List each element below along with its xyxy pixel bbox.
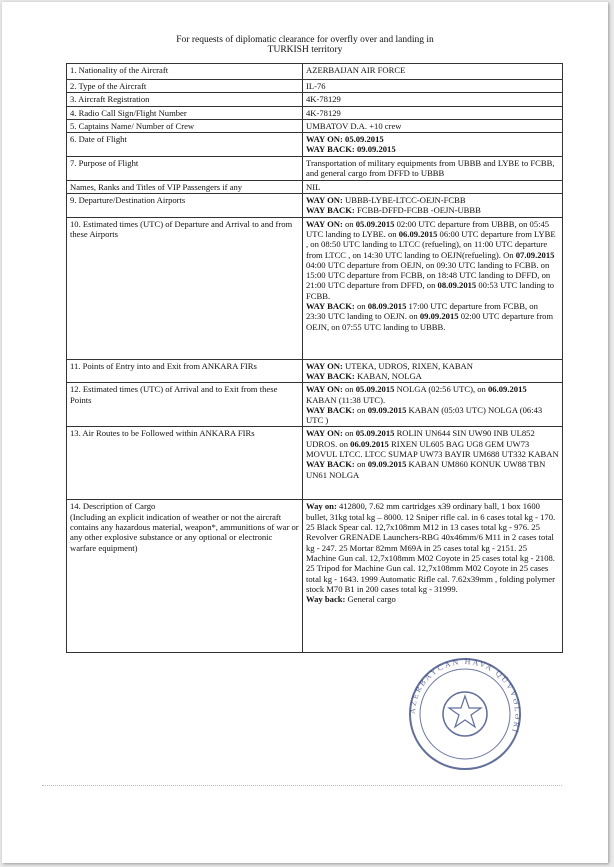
field-value-line: WAY ON: on 05.09.2015 02:00 UTC departure from UBBB, on 05:45 UTC landing to LYBE. on 06.09.2015 06:00 UTC departure from LYBE , on 08:50 UTC landing to LTCC (refueling), on 11:00 UTC departure from LTCC , on 14:30 UTC landing to OEJN(refueling). On 07.09.2015 04:00 UTC departure from OEJN, on 09:30 UTC landing to FCBB. on 15:00 UTC departure from FCBB, on 18:48 UTC landing to DFFD, on 21:00 UTC departure from DFFD, on 08.09.2015 00:53 UTC landing to FCBB. xyxy=(306,218,556,301)
field-value-line xyxy=(306,134,559,144)
field-label: Names, Ranks and Titles of VIP Passengers if any xyxy=(67,180,303,193)
field-value xyxy=(303,93,563,106)
date-value: 09.09.2015 xyxy=(356,144,396,155)
field-label: 10. Estimated times (UTC) of Departure and Arrival to and from these Airports xyxy=(67,217,303,359)
date-value: 06.09.2015 xyxy=(350,438,389,449)
field-label: 14. Description of Cargo (Including an explicit indication of weather or not the aircraft contains any hazardous material, weapon*, ammunitions of war or any other explosive substance or any optional or electronic warfare equipment) xyxy=(67,500,303,653)
form-row xyxy=(67,500,563,653)
field-value-line: WAY BACK: on 08.09.2015 17:00 UTC departure from FCBB, on 23:30 UTC landing to OEJN. on 09.09.2015 02:00 UTC departure from OEJN, on 07:55 UTC landing to UBBB. xyxy=(306,301,554,332)
field-value-line: AZERBAIJAN AIR FORCE xyxy=(306,65,406,75)
field-value-line: IL-76 xyxy=(306,81,326,91)
date-value: 06.09.2015 xyxy=(488,384,527,395)
field-value xyxy=(303,500,563,653)
field-value xyxy=(303,359,563,383)
field-value xyxy=(303,119,563,132)
direction-label: WAY BACK: xyxy=(306,370,355,381)
field-value-line: WAY ON: UBBB-LYBE-LTCC-OEJN-FCBB xyxy=(306,195,466,206)
date-value: 09.09.2015 xyxy=(419,311,459,322)
field-value-line: WAY BACK: on 09.09.2015 KABAN (05:03 UTC) NOLGA (06:43 UTC ) xyxy=(306,404,543,426)
official-seal-stamp xyxy=(405,654,525,774)
field-label: 12. Estimated times (UTC) of Arrival and to Exit from these Points xyxy=(67,383,303,427)
field-value xyxy=(303,194,563,218)
field-value-line: Way back: General cargo xyxy=(306,594,396,605)
direction-label: WAY ON: xyxy=(306,384,343,395)
form-row xyxy=(67,93,563,106)
scan-artifact-line xyxy=(42,785,562,787)
field-label: 6. Date of Flight xyxy=(67,133,303,157)
form-row xyxy=(67,106,563,119)
field-value-line: 4K-78129 xyxy=(306,94,341,105)
field-label: 13. Air Routes to be Followed within ANKARA FIRs xyxy=(67,427,303,500)
date-value: 05.09.2015 xyxy=(355,218,395,229)
date-value: 05.09.2015 xyxy=(355,428,395,439)
date-value: 08.09.2015 xyxy=(437,280,477,291)
direction-label: WAY BACK: xyxy=(306,301,355,312)
field-value xyxy=(303,217,563,359)
field-value xyxy=(303,156,563,180)
field-value-line: WAY BACK: FCBB-DFFD-FCBB -OEJN-UBBB xyxy=(306,205,481,216)
field-value-line: NIL xyxy=(306,181,321,192)
date-value: 07.09.2015 xyxy=(515,249,555,260)
form-row xyxy=(67,194,563,218)
field-value-line: Way on: 412800, 7.62 mm cartridges x39 ordinary ball, 1 box 1600 bullet, 31kg total kg – 8000. 12 Sniper rifle cal. in 6 cases total kg - 170. 25 Black Spear cal. 12,7x108mm M12 in 13 cases total kg - 976. 25 Revolver GRENADE Launchers-RBG 40x46mm/6 M11 in 2 cases total kg - 247. 25 Mortar 82mm M69A in 25 cases total kg - 2151. 25 Machine Gun cal. 12,7x108mm M02 Coyote in 25 cases total kg - 2108. 25 Tripod for Machine Gun cal. 12,7x108mm M02 Coyote in 25 cases total kg - 1643. 1999 Automatic Rifle cal. 7.62x39mm , folding polymer stock M70 B1 in 200 cases total kg - 31999. xyxy=(306,501,556,594)
field-value-line: WAY ON: on 05.09.2015 ROLIN UN644 SIN UW90 INB UL852 UDROS. on 06.09.2015 RIXEN UL605 BAG UG8 GEM UW73 MOVUL LTCC. LTCC SUMAP UW73 BAYIR UM688 UT332 KABAN xyxy=(306,428,559,460)
field-value xyxy=(303,106,563,119)
direction-label: WAY ON: xyxy=(306,134,343,145)
direction-label: Way back: xyxy=(306,594,346,605)
field-value-line: WAY ON: UTEKA, UDROS, RIXEN, KABAN xyxy=(306,360,473,371)
date-value: 05.09.2015 xyxy=(355,384,395,395)
date-value: 05.09.2015 xyxy=(345,134,384,145)
date-value: 08.09.2015 xyxy=(367,301,407,312)
date-value: 06.09.2015 xyxy=(398,228,438,239)
form-row xyxy=(67,383,563,427)
direction-label: WAY ON: xyxy=(306,360,343,371)
svg-text:AZERBAYCAN HAVA QÜVVƏLƏRİ: AZERBAYCAN HAVA QÜVVƏLƏRİ xyxy=(407,656,523,736)
field-label: 7. Purpose of Flight xyxy=(67,156,303,180)
field-value-line: WAY BACK: KABAN, NOLGA xyxy=(306,370,422,381)
direction-label: WAY BACK: xyxy=(306,459,355,470)
direction-label: WAY ON: xyxy=(306,218,343,229)
field-value-line xyxy=(306,144,559,154)
field-label: 9. Departure/Destination Airports xyxy=(67,194,303,218)
field-label: 11. Points of Entry into and Exit from ANKARA FIRs xyxy=(67,359,303,383)
field-value-line: Transportation of military equipments from UBBB and LYBE to FCBB, and general cargo from DFFD to UBBB xyxy=(306,157,555,179)
field-value xyxy=(303,180,563,193)
form-row xyxy=(67,80,563,93)
form-row xyxy=(67,133,563,157)
field-value xyxy=(303,80,563,93)
form-row xyxy=(67,119,563,132)
field-value-line: WAY ON: on 05.09.2015 NOLGA (02:56 UTC), on 06.09.2015 KABAN (11:38 UTC). xyxy=(306,384,527,405)
date-value: 09.09.2015 xyxy=(367,404,407,415)
field-value-line: UMBATOV D.A. +10 crew xyxy=(306,120,402,131)
field-label: 3. Aircraft Registration xyxy=(67,93,303,106)
field-label: 4. Radio Call Sign/Flight Number xyxy=(67,106,303,119)
field-label: 5. Captains Name/ Number of Crew xyxy=(67,119,303,132)
direction-label: WAY BACK: xyxy=(306,205,355,216)
direction-label: WAY BACK: xyxy=(306,144,355,155)
field-label: 1. Nationality of the Aircraft xyxy=(67,64,303,80)
field-label: 2. Type of the Aircraft xyxy=(67,80,303,93)
direction-label: Way on: xyxy=(306,501,337,512)
date-value: 09.09.2015 xyxy=(367,459,407,470)
direction-label: WAY ON: xyxy=(306,195,343,206)
direction-label: WAY ON: xyxy=(306,428,343,439)
document-title-line-2: TURKISH territory xyxy=(267,45,343,55)
form-row xyxy=(67,427,563,500)
clearance-form-table xyxy=(66,63,563,653)
field-value xyxy=(303,427,563,500)
document-title-line-1: For requests of diplomatic clearance for overfly over and landing in xyxy=(176,35,434,45)
form-row xyxy=(67,180,563,193)
field-value xyxy=(303,383,563,427)
direction-label: WAY BACK: xyxy=(306,404,355,415)
field-value-line: WAY BACK: on 09.09.2015 KABAN UM860 KONUK UW88 TBN UN61 NOLGA xyxy=(306,459,546,480)
form-row xyxy=(67,359,563,383)
field-value xyxy=(303,133,563,157)
form-row xyxy=(67,156,563,180)
document-page xyxy=(2,2,608,863)
field-value-line: 4K-78129 xyxy=(306,107,341,118)
form-row xyxy=(67,64,563,80)
field-value xyxy=(303,64,563,80)
form-row xyxy=(67,217,563,359)
